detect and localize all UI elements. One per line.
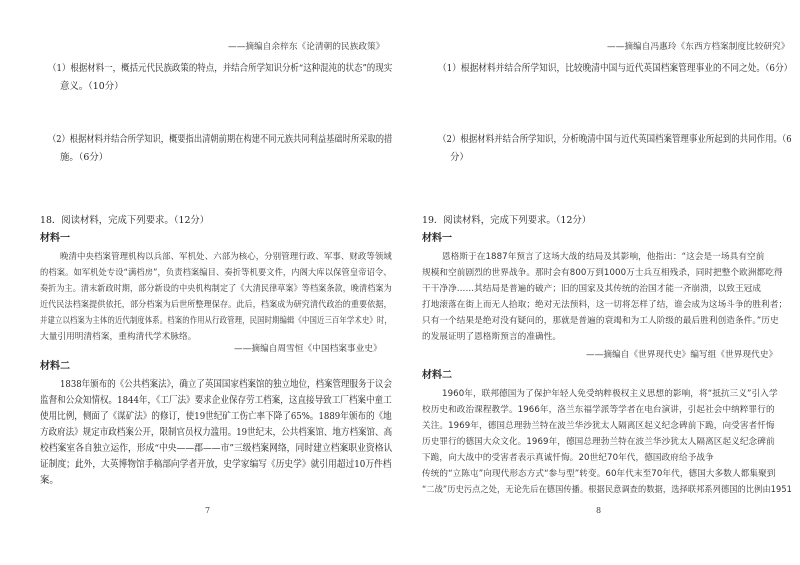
material-1-line: 的档案。如军机处专设“满档房”，负责档案编目、奏折等机要文件，内阁大库以保管皇帝诏令、 [40,268,392,278]
material-2-line: 案。 [40,475,59,486]
material-2-line: 使用比例，侧面了《谋矿法》的修订，使19世纪矿工伤亡率下降了65%。1889年颁布的《地 [40,411,392,422]
material-1-line: 只有一个结果是绝对没有疑问的，那就是普遍的衰竭和为工人阶级的最后胜利创造条件。”历史 [422,316,779,326]
material-1-label: 材料一 [422,233,452,244]
material-2-label: 材料二 [422,370,452,381]
material-2-line: 传统的“立陈屯”向现代形态方式“参与型”转变。60年代末至70年代，德国大多数人都集聚到 [422,469,776,479]
question-18-2-line2: 分） [450,152,469,163]
material-1-line: 晚清中央档案管理机构以兵部、军机处、六部为核心，分别管理行政、军事、财政等领域 [60,252,392,262]
question-18-heading: 18．阅读材料，完成下列要求。（12分） [40,215,210,226]
material-2-line: “二战”历史污点之处，无论先后在德国传播。根据民意调查的数据，选择联邦系列德国的比例由1951 [422,485,792,495]
material-1-line: 规模和空前剧烈的世界战争。那时会有800万到1000万士兵互相残杀，同时把整个欧洲都吃得 [422,268,783,278]
page-number: 7 [205,506,211,515]
question-18-1-line1: （1）根据材料并结合所学知识，比较晚清中国与近代英国档案管理事业的不同之处。（6分） [438,63,793,74]
material-1-label: 材料一 [40,233,70,244]
material-1-line: 恩格斯于在1887年预言了这场大战的结局及其影响，他指出：“这会是一场具有空前 [442,252,765,262]
question-17-1-line2: 意义。（10分） [60,81,124,92]
material-2-line: 下跪，向大战中的受害者表示真诚忏悔。20世纪70年代，德国政府给予战争 [422,453,714,463]
question-17-2-line1: （2）根据材料并结合所学知识，概要指出清朝前期在构建不同元族共同利益基础时所采取的措 [48,134,393,145]
material-1-line: 的发展证明了恩格斯预言的准确性。 [422,332,562,342]
material-2-line: 证制度；此外，大英博物馆手稿部向学者开放，史学家编写《历史学》就引用超过10万件档 [40,459,392,470]
source-citation-top: ——摘编自冯惠玲《东西方档案制度比较研究》 [607,42,790,52]
material-2-line: 1960年，联邦德国为了保护年轻人免受纳粹极权主义思想的影响，将“抵抗三义”引入学 [442,389,778,399]
material-1-line: 奏折为主。清末新政时期，部分新设的中央机构制定了《大清民律草案》等档案条款，晚清档案为 [40,284,392,294]
question-18-2-line1: （2）根据材料并结合所学知识，分析晚清中国与近代英国档案管理事业所起到的共同作用。（6 [438,134,792,145]
material-2-line: 1838年颁布的《公共档案法》，确立了英国国家档案馆的独立地位，档案管理服务于议会 [60,379,393,390]
material-2-line: 方政府法》规定市政档案公开，限制官员权力滥用。19世纪末，公共档案馆、地方档案馆、高 [40,427,393,438]
source-citation-top: ——摘编自余梓东《论清朝的民族政策》 [228,42,385,52]
material-1-source: ——摘编自周雪恒《中国档案事业史》 [234,344,382,354]
question-19-heading: 19．阅读材料，完成下列要求。（12分） [422,215,592,226]
material-2-line: 关注。1969年，德国总理勃兰特在波兰华沙犹太人隔离区起义纪念碑前下跪，向受害者忏悔 [422,421,775,431]
page-number: 8 [596,506,602,515]
material-1-line: 大量引用明清档案，重构清代学术脉络。 [40,332,197,342]
material-1-line: 干干净净……其结局是普遍的破产；旧的国家及其传统的治国才能一齐崩溃，以致王冠成 [422,284,762,294]
question-17-1-line1: （1）根据材料一，概括元代民族政策的特点，并结合所学知识分析“这种混沌的状态”的现实 [48,63,393,74]
question-17-2-line2: 施。（6分） [60,152,109,163]
material-1-line: 并建立以档案为主体的近代制度体系。档案的作用从行政管理，民国时期编辑《中国近三百年学术史》时， [40,316,392,326]
material-2-line: 校历史和政治课程教学。1966年，洛兰东福学派等学者在电台演讲，引起社会中纳粹罪行的 [422,405,775,415]
material-1-line: 近代民法档案提供依托，部分档案为后世所整理保存。此后，档案成为研究清代政治的重要依据， [40,300,392,310]
material-1-source: ——摘编自《世界现代史》编写组《世界现代史》 [586,350,778,360]
material-2-line: 历史罪行的德国大众文化。1969年，德国总理勃兰特在波兰华沙犹太人隔离区起义纪念碑前 [422,437,775,447]
material-2-line: 校档案室各自独立运作，形成“中央——郡——市”三级档案网络，同时建立档案职业资格认 [40,443,393,454]
material-2-line: 监督和公众知情权。1844年，《工厂法》要求企业保存劳工档案，这直接导致工厂档案中童工 [40,395,392,406]
page-8 [400,0,800,565]
material-2-label: 材料二 [40,361,70,372]
material-1-line: 打地滚落在街上而无人拾取；绝对无法预料，这一切将怎样了结，谁会成为这场斗争的胜利者； [422,300,788,310]
